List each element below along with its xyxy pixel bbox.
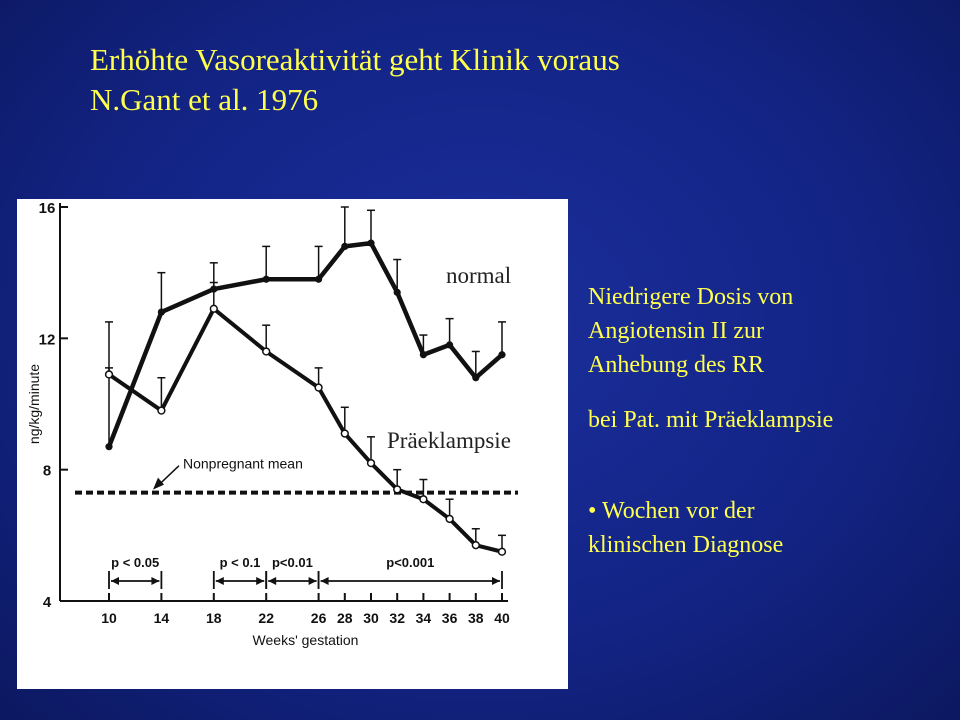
side-bullet — [588, 494, 783, 562]
data-point — [210, 305, 217, 312]
side-paragraph-2-line-1: bei Pat. mit Präeklampsie — [588, 407, 834, 433]
series-preeclampsia — [105, 283, 506, 556]
x-tick-label-22: 22 — [258, 610, 274, 626]
data-point — [394, 486, 401, 493]
series-label-preeclampsia: Präeklampsie — [387, 428, 511, 453]
data-point — [446, 516, 453, 523]
side-paragraph-1-line-3: Anhebung des RR — [588, 352, 764, 378]
data-point — [263, 348, 270, 355]
data-point — [341, 243, 348, 250]
significance-bracket-arrow-left — [268, 577, 276, 585]
series-label-normal: normal — [446, 263, 512, 288]
reference-line-label: Nonpregnant mean — [183, 455, 303, 472]
significance-label-1: p < 0.1 — [219, 555, 261, 570]
x-tick-label-18: 18 — [206, 610, 222, 626]
significance-bracket-arrow-right — [151, 577, 159, 585]
significance-bracket-arrow-right — [256, 577, 264, 585]
x-tick-label-28: 28 — [337, 610, 353, 626]
significance-bracket-1 — [214, 555, 266, 589]
data-point — [394, 289, 401, 296]
series-line — [109, 243, 502, 447]
x-tick-label-36: 36 — [441, 610, 458, 626]
data-point — [368, 460, 375, 467]
x-tick-label-30: 30 — [363, 610, 379, 626]
significance-bracket-arrow-right — [492, 577, 500, 585]
x-tick-label-32: 32 — [389, 610, 405, 626]
x-axis-title: Weeks' gestation — [252, 632, 359, 648]
data-point — [498, 351, 505, 358]
side-paragraph-1-line-1: Niedrigere Dosis von — [588, 284, 794, 310]
data-point — [472, 374, 479, 381]
data-point — [315, 384, 322, 391]
y-tick-label-8: 8 — [42, 462, 52, 480]
data-point — [420, 351, 427, 358]
significance-bracket-arrow-right — [309, 577, 317, 585]
data-point — [106, 371, 113, 378]
side-bullet-line-1: • Wochen vor der — [588, 498, 755, 524]
data-point — [158, 308, 165, 315]
significance-bracket-3 — [319, 555, 502, 589]
data-point — [315, 276, 322, 283]
side-paragraph-2 — [588, 403, 833, 437]
x-tick-label-26: 26 — [310, 610, 327, 626]
title-line-2: N.Gant et al. 1976 — [90, 82, 319, 117]
significance-bracket-arrow-left — [321, 577, 329, 585]
reference-line-pointer — [159, 466, 179, 485]
data-point — [446, 341, 453, 348]
data-point — [341, 430, 348, 437]
significance-bracket-arrow-left — [111, 577, 119, 585]
significance-bracket-arrow-left — [216, 577, 224, 585]
data-point — [158, 407, 165, 414]
data-point — [263, 276, 270, 283]
y-tick-label-4: 4 — [42, 594, 52, 611]
significance-label-2: p<0.01 — [271, 555, 313, 570]
x-tick-label-10: 10 — [101, 610, 117, 626]
chart-panel — [17, 199, 568, 689]
slide-title — [90, 40, 620, 120]
significance-label-3: p<0.001 — [386, 555, 435, 570]
y-tick-label-16: 16 — [38, 200, 56, 217]
x-tick-label-14: 14 — [153, 610, 170, 626]
significance-bracket-2 — [266, 555, 318, 589]
data-point — [105, 443, 112, 450]
data-point — [367, 240, 374, 247]
reference-line-arrowhead — [153, 478, 164, 490]
x-tick-label-40: 40 — [494, 610, 510, 626]
side-paragraph-1 — [588, 280, 793, 382]
side-bullet-line-2: klinischen Diagnose — [588, 532, 784, 558]
title-line-1: Erhöhte Vasoreaktivität geht Klinik voraus — [90, 42, 620, 77]
data-point — [472, 542, 479, 549]
significance-bracket-0 — [109, 555, 161, 589]
y-tick-label-12: 12 — [38, 331, 56, 349]
x-tick-label-34: 34 — [415, 610, 432, 626]
series-normal — [105, 207, 506, 450]
significance-label-0: p < 0.05 — [111, 555, 160, 570]
y-axis-title: ng/kg/minute — [26, 363, 42, 445]
data-point — [420, 496, 427, 503]
side-paragraph-1-line-2: Angiotensin II zur — [588, 318, 764, 344]
x-tick-label-38: 38 — [468, 610, 484, 626]
data-point — [499, 548, 506, 555]
